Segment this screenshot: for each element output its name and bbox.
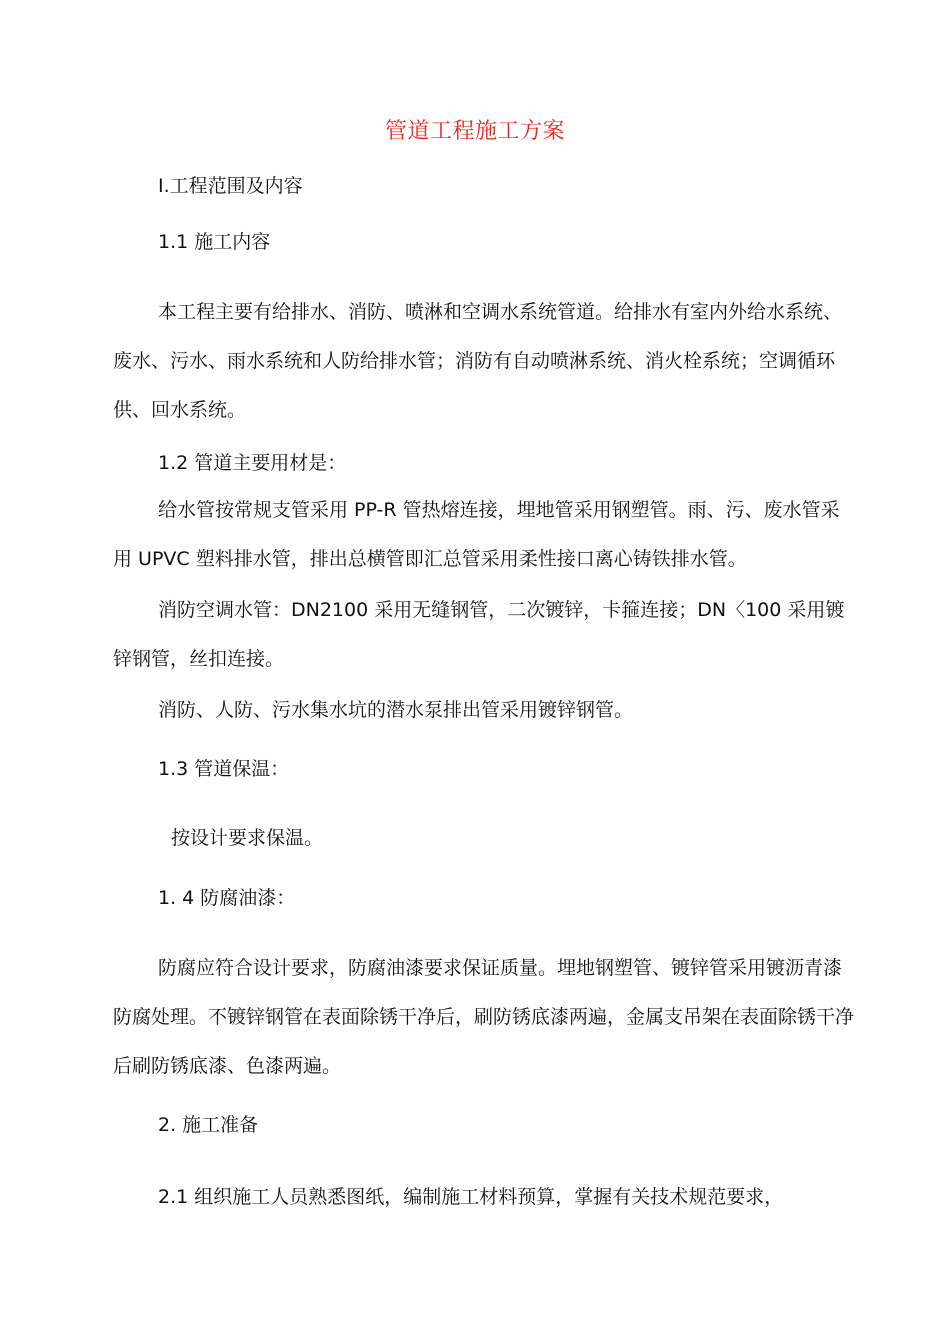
paragraph-preparation: 2.1 组织施工人员熟悉图纸，编制施工材料预算，掌握有关技术规范要求，	[158, 1186, 784, 1208]
section-heading-2: 2. 施工准备	[158, 1114, 259, 1136]
paragraph-materials: 给水管按常规支管采用 PP-R 管热熔连接，埋地管采用钢塑管。雨、污、废水管采用 UPVC 塑料排水管，排出总横管即汇总管采用柔性接口离心铸铁排水管。	[113, 499, 840, 570]
paragraph-fire-ac-pipes: 消防空调水管：DN2100 采用无缝钢管，二次镀锌，卡箍连接；DN〈100 采用镀锌钢管，丝扣连接。	[113, 599, 845, 670]
document-title: 管道工程施工方案	[384, 119, 565, 144]
subsection-heading-1-3: 1.3 管道保温：	[158, 758, 290, 780]
paragraph-anticorrosion: 防腐应符合设计要求，防腐油漆要求保证质量。埋地钢塑管、镀锌管采用镀沥青漆防腐处理。不镀锌钢管在表面除锈干净后，刷防锈底漆两遍，金属支吊架在表面除锈干净后刷防锈底漆、色漆两遍。	[113, 957, 855, 1077]
paragraph-sump-pump: 消防、人防、污水集水坑的潜水泵排出管采用镀锌钢管。	[158, 699, 634, 721]
paragraph-insulation: 按设计要求保温。	[171, 827, 324, 849]
subsection-heading-1-4: 1. 4 防腐油漆：	[158, 887, 296, 909]
subsection-heading-1-1: 1.1 施工内容	[158, 231, 271, 253]
subsection-heading-1-2: 1.2 管道主要用材是：	[158, 452, 347, 474]
paragraph-scope: 本工程主要有给排水、消防、喷淋和空调水系统管道。给排水有室内外给水系统、废水、污水、雨水系统和人防给排水管；消防有自动喷淋系统、消火栓系统；空调循环供、回水系统。	[113, 301, 843, 421]
section-heading-1: I.工程范围及内容	[158, 175, 303, 197]
